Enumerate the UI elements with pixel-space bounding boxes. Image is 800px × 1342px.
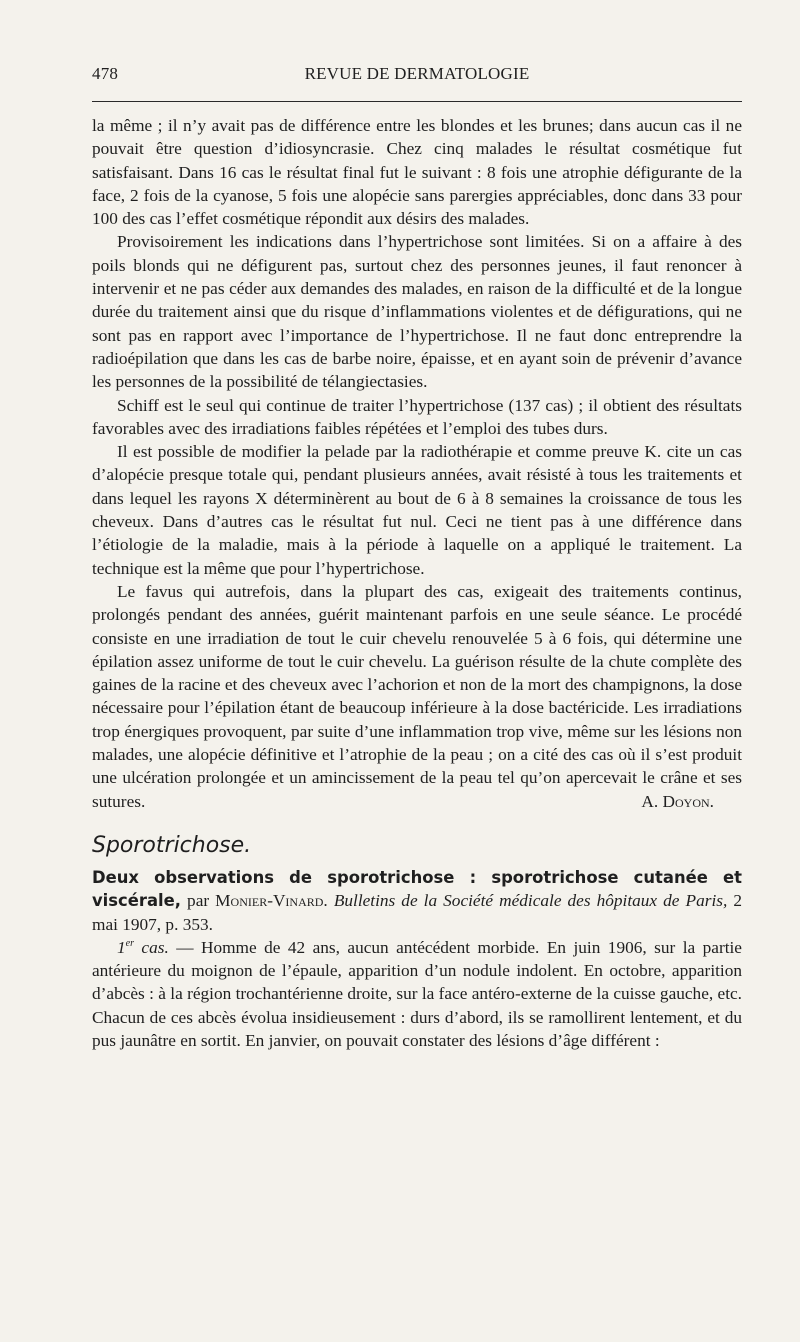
paragraph: Il est possible de modifier la pelade par la radiothérapie et comme preuve K. cite un cas d’alopécie presque totale qui, pendant plusieurs années, avait résisté à tous les traitements et dans lequel les rayons X déterminèrent au bout de 6 à 8 semaines la croissance de tous les cheveux. Dans d’autres cas le résultat fut nul. Ceci ne tient pas à une différence dans l’étiologie de la maladie, mais à la période à laquelle on a appliqué le traitement. La technique est la même que pour l’hypertrichose. bbox=[92, 442, 742, 578]
article-title: Deux observations de sporotrichose : sporotrichose cutanée et viscérale, bbox=[92, 867, 742, 911]
case-text: — Homme de 42 ans, aucun antécédent morbide. En juin 1906, sur la partie antérieure du moignon de l’épaule, apparition d’un nodule indolent. En octobre, apparition d’abcès : à la région trochantérienne droite, sur la face antéro-externe de la cuisse gauche, etc. Chacun de ces abcès évolua insidieusement : durs d’abord, ils se ramollirent lentement, et du pus jaunâtre en sortit. En janvier, on pouvait constater des lésions d’âge différent : bbox=[92, 937, 742, 1050]
page-number: 478 bbox=[92, 64, 119, 83]
section-title: Sporotrichose. bbox=[92, 832, 252, 858]
author-name: Monier-Vinard. bbox=[215, 891, 328, 911]
reference bbox=[92, 866, 742, 936]
article-body bbox=[92, 114, 742, 1052]
citation-date: 2 mai 1907, p. 353. bbox=[92, 891, 742, 934]
journal-name: Bulletins de la Société médicale des hôpitaux de Paris, bbox=[327, 891, 728, 911]
case-label: 1er cas. bbox=[117, 937, 169, 957]
by-word: par bbox=[181, 891, 216, 911]
page-header bbox=[92, 64, 742, 90]
paragraph-with-signature bbox=[92, 580, 742, 813]
case-paragraph bbox=[92, 936, 742, 1052]
paragraph: Schiff est le seul qui continue de traiter l’hypertrichose (137 cas) ; il obtient des résultats favorables avec des irradiations faibles répétées et l’emploi des tubes durs. bbox=[92, 395, 742, 438]
running-title: REVUE DE DERMATOLOGIE bbox=[304, 64, 530, 83]
paragraph: Provisoirement les indications dans l’hypertrichose sont limitées. Si on a affaire à des poils blonds qui ne défigurent pas, surtout chez des personnes jeunes, il faut renoncer à intervenir et ne pas céder aux demandes des malades, en raison de la difficulté et de la longue durée du traitement ainsi que du risque d’inflammations violentes et de défigurations, qui ne sont pas en rapport avec l’importance de l’hypertrichose. Il ne faut donc entreprendre la radioépilation que dans les cas de barbe noire, épaisse, et en ayant soin de prévenir d’avance les personnes de la possibilité de télangiectasies. bbox=[92, 232, 742, 392]
paragraph-text: Le favus qui autrefois, dans la plupart des cas, exigeait des traitements continus, prolongés pendant des années, guérit maintenant parfois en une seule séance. Le procédé consiste en une irradiation de tout le cuir chevelu renouvelée 5 à 6 fois, qui détermine une épilation assez uniforme de tout le cuir chevelu. La guérison résulte de la chute complète des gaines de la racine et des cheveux avec l’achorion et non de la mort des champignons, la dose nécessaire pour l’épilation étant de beaucoup inférieure à la dose bactéricide. Les irradiations trop énergiques provoquent, par suite d’une inflammation trop vive, même sur les lésions non malades, une alopécie définitive et l’atrophie de la peau ; on a cité des cas où il s’est produit une ulcération prolongée et un amincissement de la peau tel qu’on apercevait le crâne et ses sutures. bbox=[92, 581, 742, 811]
header-rule bbox=[92, 101, 742, 102]
author-signature: A. Doyon. bbox=[641, 791, 714, 811]
paragraph: la même ; il n’y avait pas de différence entre les blondes et les brunes; dans aucun cas il ne pouvait être question d’idiosyncrasie. Chez cinq malades le résultat cosmétique fut satisfaisant. Dans 16 cas le résultat final fut le suivant : 8 fois une atrophie défigurante de la face, 2 fois de la cyanose, 5 fois une alopécie sans parergies appréciables, donc dans 33 pour 100 des cas l’effet cosmétique répondit aux désirs des malades. bbox=[92, 116, 742, 229]
